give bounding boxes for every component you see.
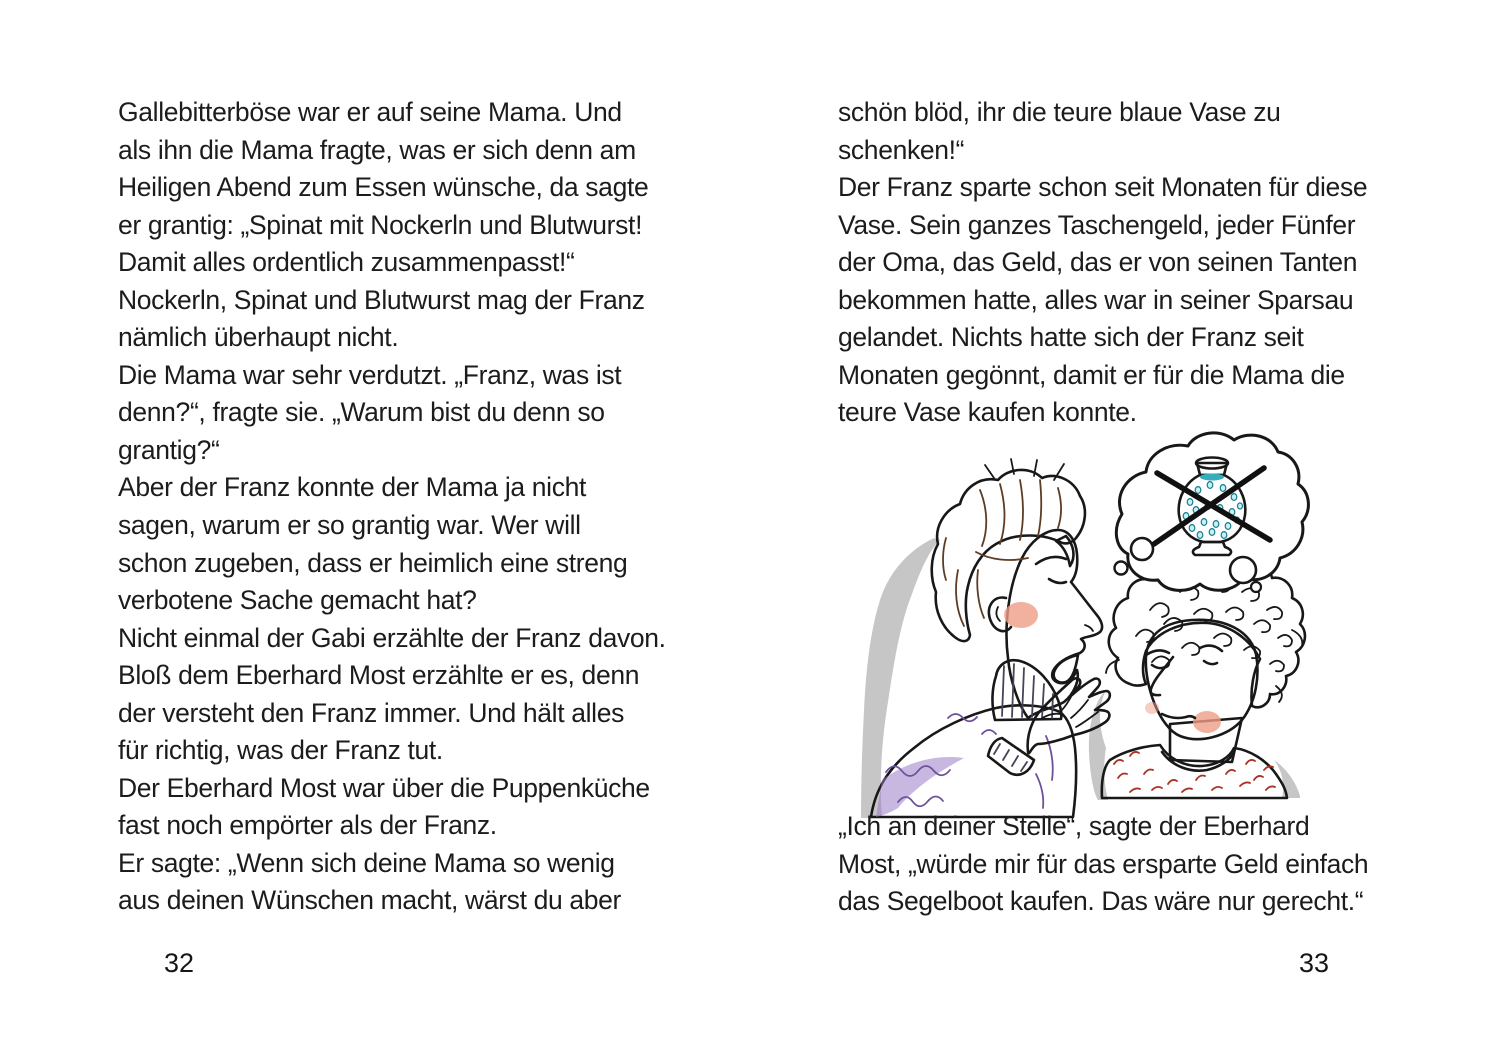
page-number-right: 33 (1299, 948, 1330, 978)
text-line: sagen, warum er so grantig war. Wer will (118, 510, 581, 541)
text-line: schenken!“ (838, 134, 965, 165)
text-line: denn?“, fragte sie. „Warum bist du denn so (118, 397, 605, 428)
bubble-trail-left-2 (1115, 562, 1128, 575)
text-line: Die Mama war sehr verdutzt. „Franz, was ist (118, 359, 622, 390)
text-line: nämlich überhaupt nicht. (118, 322, 399, 353)
boy-right (1102, 557, 1305, 798)
text-line: schön blöd, ihr die teure blaue Vase zu (838, 97, 1281, 127)
bubble-trail-left-1 (1131, 538, 1153, 560)
text-line: grantig?“ (118, 434, 220, 465)
text-line: fast noch empörter als der Franz. (118, 810, 497, 841)
text-line: Most, „würde mir für das ersparte Geld einfach (838, 848, 1369, 879)
text-line: gelandet. Nichts hatte sich der Franz seit (838, 322, 1304, 353)
text-line: der versteht den Franz immer. Und hält alles (118, 697, 624, 728)
text-line: Nicht einmal der Gabi erzählte der Franz davon. (118, 622, 666, 653)
thought-bubble (1115, 433, 1309, 592)
boy-left-blush (1004, 602, 1038, 628)
text-line: der Oma, das Geld, das er von seinen Tanten (838, 247, 1358, 278)
text-line: bekommen hatte, alles war in seiner Sparsau (838, 284, 1354, 315)
text-line: teure Vase kaufen konnte. (838, 397, 1137, 428)
text-line: „Ich an deiner Stelle“, sagte der Eberhard (838, 811, 1310, 841)
text-line: Nockerln, Spinat und Blutwurst mag der Franz (118, 284, 645, 315)
boy-left (871, 459, 1110, 817)
text-line: für richtig, was der Franz tut. (118, 735, 443, 766)
text-line: Er sagte: „Wenn sich deine Mama so wenig (118, 847, 615, 878)
text-line: Monaten gegönnt, damit er für die Mama die (838, 359, 1345, 390)
text-line: das Segelboot kaufen. Das wäre nur gerecht.“ (838, 886, 1364, 917)
boy-right-blush (1193, 711, 1221, 733)
bubble-trail-right-2 (1251, 582, 1261, 592)
text-line: Aber der Franz konnte der Mama ja nicht (118, 472, 586, 503)
red-texture (1114, 752, 1275, 792)
cuff-ribs (994, 744, 1027, 771)
shadow-right-boy (1089, 690, 1300, 800)
text-line: Gallebitterböse war er auf seine Mama. Und (118, 97, 622, 127)
text-line: verbotene Sache gemacht hat? (118, 585, 477, 616)
text-line: Der Eberhard Most war über die Puppenküche (118, 772, 650, 803)
text-line: Der Franz sparte schon seit Monaten für diese (838, 172, 1368, 203)
text-line: Vase. Sein ganzes Taschengeld, jeder Fünfer (838, 209, 1356, 240)
text-line: Heiligen Abend zum Essen wünsche, da sagte (118, 172, 649, 203)
text-line: als ihn die Mama fragte, was er sich denn am (118, 134, 636, 165)
text-line: aus deinen Wünschen macht, wärst du aber (118, 885, 622, 916)
bubble-trail-right-1 (1230, 557, 1256, 583)
text-line: Bloß dem Eberhard Most erzählte er es, denn (118, 660, 640, 691)
text-line: er grantig: „Spinat mit Nockerln und Blutwurst! (118, 209, 643, 240)
story-text-left (118, 94, 666, 920)
illustration-two-boys-thought-bubble (830, 418, 1390, 820)
page-number-left: 32 (164, 948, 195, 978)
text-line: schon zugeben, dass er heimlich eine streng (118, 547, 628, 578)
story-text-right-top (838, 94, 1367, 432)
text-line: Damit alles ordentlich zusammenpasst!“ (118, 247, 575, 278)
story-text-right-bottom (838, 808, 1368, 921)
